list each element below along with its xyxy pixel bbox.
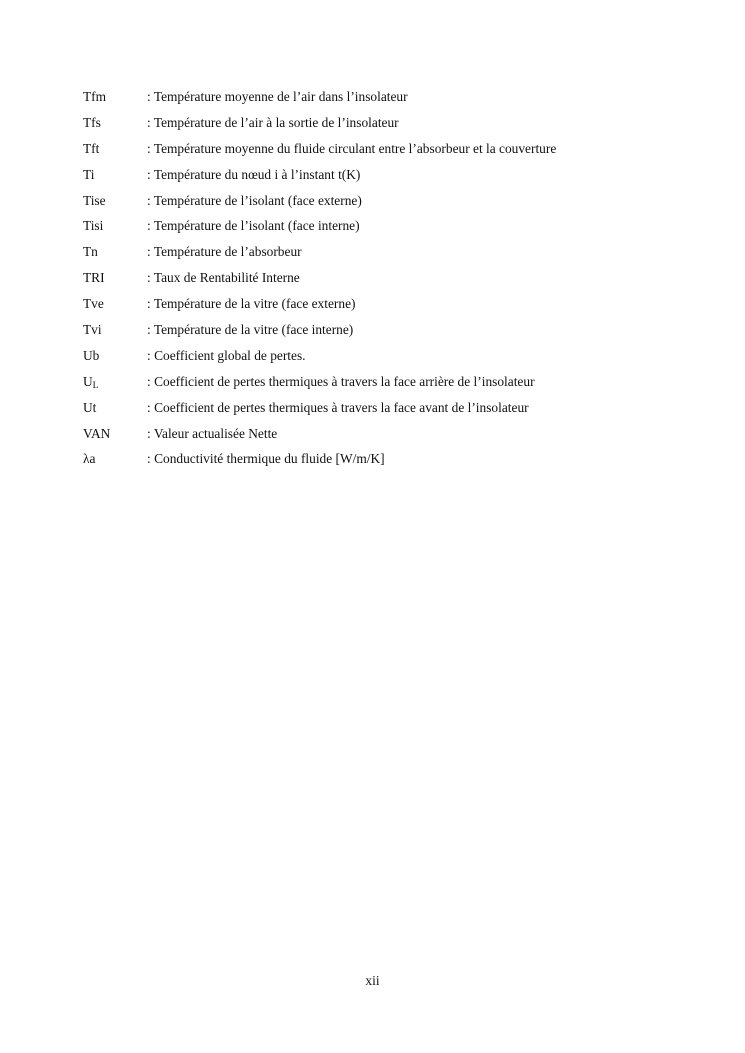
page-number: xii	[365, 973, 380, 988]
nomenclature-list	[83, 88, 703, 476]
entry-definition: : Taux de Rentabilité Interne	[147, 270, 300, 286]
nomenclature-entry	[83, 88, 703, 114]
entry-definition: : Température de la vitre (face externe)	[147, 296, 356, 312]
entry-definition: : Température de l’air à la sortie de l’insolateur	[147, 114, 399, 130]
entry-definition: : Température moyenne du fluide circulant entre l’absorbeur et la couverture	[147, 140, 557, 156]
entry-symbol: Tisi	[83, 218, 104, 234]
nomenclature-entry	[83, 114, 703, 140]
entry-symbol: Tise	[83, 192, 106, 208]
nomenclature-entry	[83, 295, 703, 321]
nomenclature-entry	[83, 425, 703, 451]
entry-definition: : Température de la vitre (face interne)	[147, 322, 354, 338]
entry-definition: : Température de l’absorbeur	[147, 244, 302, 260]
entry-symbol: Tfs	[83, 114, 101, 130]
nomenclature-entry	[83, 166, 703, 192]
entry-symbol: TRI	[83, 270, 105, 286]
nomenclature-entry	[83, 321, 703, 347]
entry-symbol-subscript: L	[92, 380, 99, 391]
entry-symbol: VAN	[83, 425, 111, 441]
nomenclature-entry	[83, 269, 703, 295]
entry-definition: : Conductivité thermique du fluide [W/m/K]	[147, 451, 385, 467]
entry-symbol-base: U	[83, 373, 93, 389]
entry-symbol: Ut	[83, 399, 97, 415]
entry-definition: : Température de l’isolant (face externe)	[147, 192, 362, 208]
entry-symbol: Tn	[83, 244, 98, 260]
nomenclature-entry	[83, 192, 703, 218]
entry-symbol: λa	[83, 451, 96, 467]
nomenclature-entry	[83, 243, 703, 269]
entry-definition: : Coefficient de pertes thermiques à travers la face avant de l’insolateur	[147, 399, 529, 415]
nomenclature-entry	[83, 217, 703, 243]
entry-symbol: Ub	[83, 347, 100, 363]
entry-symbol: Ti	[83, 166, 95, 182]
entry-definition: : Température de l’isolant (face interne)	[147, 218, 360, 234]
nomenclature-entry	[83, 140, 703, 166]
entry-definition: : Valeur actualisée Nette	[147, 425, 278, 441]
nomenclature-entry	[83, 450, 703, 476]
entry-symbol: Tfm	[83, 89, 107, 104]
entry-symbol: Tvi	[83, 322, 102, 338]
nomenclature-entry	[83, 399, 703, 425]
nomenclature-entry	[83, 373, 703, 399]
entry-symbol	[83, 373, 147, 395]
entry-definition: : Température moyenne de l’air dans l’insolateur	[147, 89, 408, 104]
entry-definition: : Température du nœud i à l’instant t(K)	[147, 166, 361, 182]
entry-definition: : Coefficient global de pertes.	[147, 347, 306, 363]
entry-definition: : Coefficient de pertes thermiques à travers la face arrière de l’insolateur	[147, 373, 535, 389]
nomenclature-entry	[83, 347, 703, 373]
entry-symbol: Tve	[83, 296, 104, 312]
entry-symbol: Tft	[83, 140, 100, 156]
